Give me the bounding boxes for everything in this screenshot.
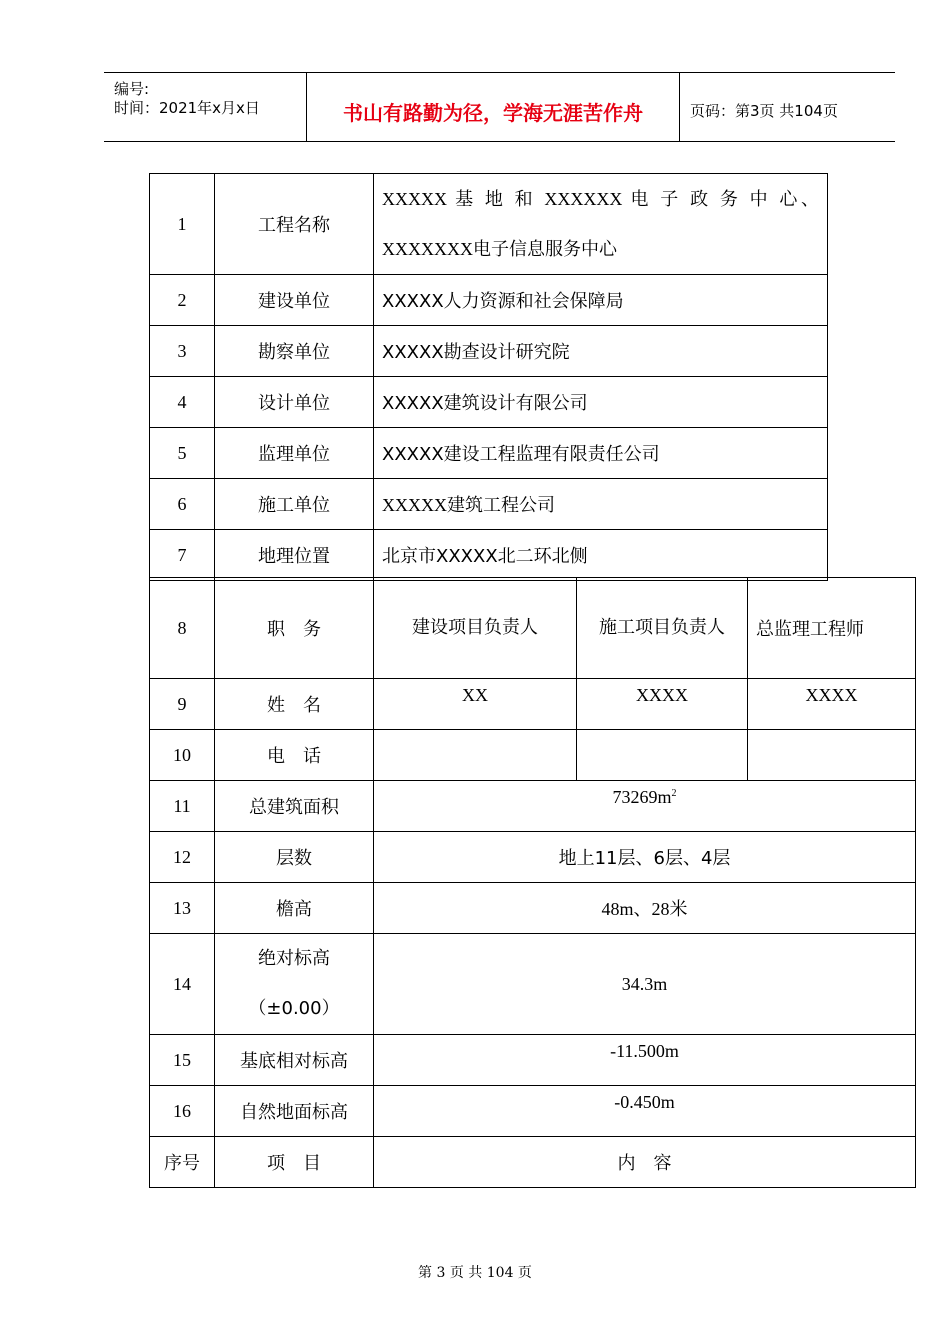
role-build-lead: 建设项目负责人	[374, 578, 577, 679]
table-row	[150, 730, 916, 781]
header-page-number: 页码：第3页 共104页	[690, 102, 838, 120]
area-value: 73269m	[612, 787, 672, 807]
row-value: XXXXX勘查设计研究院	[374, 326, 828, 377]
table-row	[150, 275, 828, 326]
row-value: 地上11层、6层、4层	[374, 832, 916, 883]
phone-chief-supervisor	[748, 730, 916, 781]
name-build-lead: XX	[374, 679, 577, 730]
row-value: XXXXX人力资源和社会保障局	[374, 275, 828, 326]
row-label: 监理单位	[215, 428, 374, 479]
row-label: 地理位置	[215, 530, 374, 581]
project-info-table	[149, 173, 828, 581]
row-number: 6	[150, 479, 215, 530]
column-header-item: 项 目	[215, 1137, 374, 1188]
table-row	[150, 832, 916, 883]
table-row	[150, 479, 828, 530]
page-header	[104, 72, 895, 142]
table-row	[150, 428, 828, 479]
table-row	[150, 781, 916, 832]
row-number: 8	[150, 578, 215, 679]
row-number: 3	[150, 326, 215, 377]
role-construction-lead: 施工项目负责人	[577, 578, 748, 679]
row-label: 总建筑面积	[215, 781, 374, 832]
row-number: 14	[150, 934, 215, 1035]
row-value: XXXXX建筑工程公司	[374, 479, 828, 530]
row-number: 10	[150, 730, 215, 781]
row-number: 11	[150, 781, 215, 832]
row-label: 职 务	[215, 578, 374, 679]
row-number: 5	[150, 428, 215, 479]
row-label: 绝对标高（±0.00）	[215, 934, 374, 1035]
row-number: 4	[150, 377, 215, 428]
table-row	[150, 1086, 916, 1137]
document-date: 时间：2021年x月x日	[114, 99, 260, 117]
phone-build-lead	[374, 730, 577, 781]
row-number: 2	[150, 275, 215, 326]
row-label: 层数	[215, 832, 374, 883]
name-chief-supervisor: XXXX	[748, 679, 916, 730]
table-row	[150, 883, 916, 934]
table-row	[150, 578, 916, 679]
row-label: 施工单位	[215, 479, 374, 530]
row-label: 自然地面标高	[215, 1086, 374, 1137]
row-number: 12	[150, 832, 215, 883]
role-chief-supervisor: 总监理工程师	[748, 578, 916, 679]
table-row	[150, 934, 916, 1035]
name-construction-lead: XXXX	[577, 679, 748, 730]
row-label: 工程名称	[215, 174, 374, 275]
row-value: 48m、28米	[374, 883, 916, 934]
row-label: 电 话	[215, 730, 374, 781]
row-number: 7	[150, 530, 215, 581]
table-header-row	[150, 1137, 916, 1188]
row-number: 1	[150, 174, 215, 275]
row-label: 建设单位	[215, 275, 374, 326]
row-label: 勘察单位	[215, 326, 374, 377]
row-number: 15	[150, 1035, 215, 1086]
row-value: -0.450m	[374, 1086, 916, 1137]
header-meta	[104, 73, 305, 141]
header-motto-cell	[306, 73, 680, 141]
table-row	[150, 530, 828, 581]
table-row	[150, 377, 828, 428]
page-footer: 第 3 页 共 104 页	[418, 1265, 532, 1281]
row-value: XXXXX建设工程监理有限责任公司	[374, 428, 828, 479]
row-label: 姓 名	[215, 679, 374, 730]
row-number: 16	[150, 1086, 215, 1137]
table-row	[150, 174, 828, 275]
column-header-content: 内 容	[374, 1137, 916, 1188]
row-value: XXXXX 基 地 和 XXXXXX 电 子 政 务 中 心、XXXXXXX电子信息服务中心	[374, 174, 828, 275]
table-row	[150, 326, 828, 377]
column-header-number: 序号	[150, 1137, 215, 1188]
row-label: 基底相对标高	[215, 1035, 374, 1086]
row-label: 檐高	[215, 883, 374, 934]
row-value: 北京市XXXXX北二环北侧	[374, 530, 828, 581]
phone-construction-lead	[577, 730, 748, 781]
table-row	[150, 1035, 916, 1086]
row-value: -11.500m	[374, 1035, 916, 1086]
row-value	[374, 781, 916, 832]
row-value: 34.3m	[374, 934, 916, 1035]
row-number: 13	[150, 883, 215, 934]
row-number: 9	[150, 679, 215, 730]
row-label: 设计单位	[215, 377, 374, 428]
personnel-table	[149, 577, 916, 1188]
header-page-cell	[680, 73, 895, 141]
row-value: XXXXX建筑设计有限公司	[374, 377, 828, 428]
table-row	[150, 679, 916, 730]
header-motto: 书山有路勤为径，学海无涯苦作舟	[343, 101, 643, 125]
area-unit-exponent: 2	[671, 788, 677, 799]
document-number: 编号:	[114, 80, 150, 98]
